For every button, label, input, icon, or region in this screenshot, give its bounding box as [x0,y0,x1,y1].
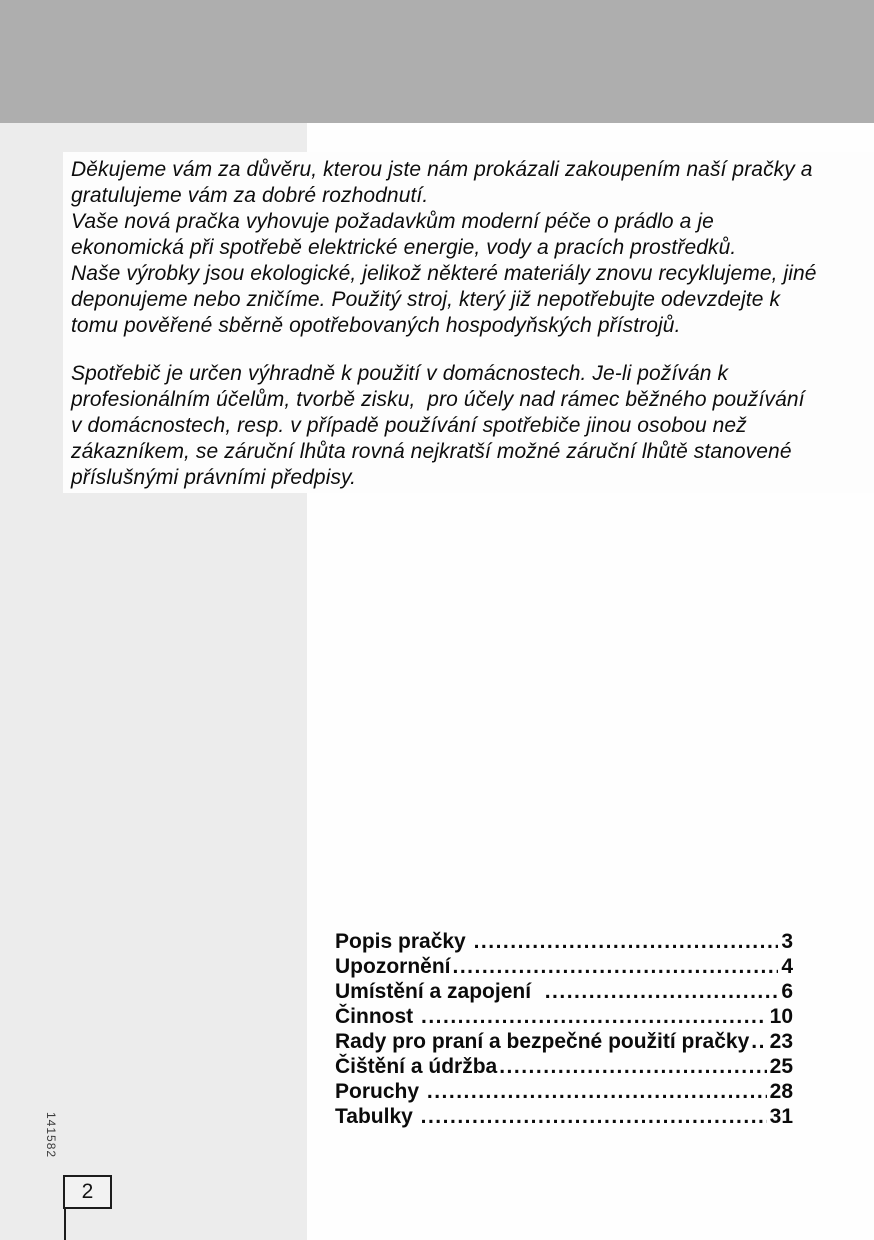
toc-page-number: 10 [769,1005,793,1028]
toc-dot-leader [427,1079,767,1104]
intro-text-panel [63,152,874,493]
toc-page-number: 31 [769,1105,793,1128]
toc-entry-label: Rady pro praní a bezpečné použití pračky [335,1030,750,1053]
text-line: ekonomická při spotřebě elektrické energie, vody a pracích prostředků. [71,236,737,259]
text-line: profesionálním účelům, tvorbě zisku, pro účely nad rámec běžného používání [71,388,805,411]
text-line: v domácnostech, resp. v případě používání spotřebiče jinou osobou než [71,414,747,437]
toc-dot-leader [499,1054,766,1079]
toc-page-number: 25 [769,1055,793,1078]
toc-row [335,929,793,954]
page-number: 2 [81,1180,94,1203]
toc-dot-leader [545,979,779,1004]
table-of-contents [335,929,793,1129]
toc-entry-label: Popis pračky [335,930,472,953]
serial-code-vertical-text: 141582 [44,1112,58,1159]
text-line: příslušnými právními předpisy. [71,466,357,489]
toc-entry-label: Poruchy [335,1080,425,1103]
toc-page-number: 6 [781,980,793,1003]
text-line: tomu pověřené sběrně opotřebovaných hospodyňských přístrojů. [71,314,681,337]
toc-page-number: 23 [769,1030,793,1053]
text-line: Vaše nová pračka vyhovuje požadavkům moderní péče o prádlo a je [71,210,714,233]
toc-row [335,1029,793,1054]
toc-row [335,1104,793,1129]
toc-entry-label: Umístění a zapojení [335,980,543,1003]
toc-row [335,1004,793,1029]
toc-entry-label: Činnost [335,1005,419,1028]
toc-dot-leader [421,1004,767,1029]
toc-row [335,1079,793,1104]
text-line: Spotřebič je určen výhradně k použití v domácnostech. Je-li požíván k [71,362,729,385]
toc-row [335,1054,793,1079]
toc-entry-label: Upozornění [335,955,451,978]
warranty-paragraph [63,361,874,491]
toc-dot-leader [421,1104,767,1129]
toc-entry-label: Tabulky [335,1105,419,1128]
text-line: zákazníkem, se záruční lhůta rovná nejkratší možné záruční lhůtě stanovené [71,440,792,463]
toc-page-number: 28 [769,1080,793,1103]
toc-page-number: 4 [781,955,793,978]
toc-row [335,954,793,979]
text-line: deponujeme nebo zničíme. Použitý stroj, který již nepotřebujte odevzdejte k [71,288,781,311]
text-line: Děkujeme vám za důvěru, kterou jste nám prokázali zakoupením naší pračky a [71,158,813,181]
crop-mark-line [64,1209,66,1240]
toc-entry-label: Čištění a údržba [335,1055,498,1078]
text-line: Naše výrobky jsou ekologické, jelikož některé materiály znovu recyklujeme, jiné [71,262,817,285]
toc-dot-leader [474,929,779,954]
top-gray-band [0,0,874,123]
text-line: gratulujeme vám za dobré rozhodnutí. [71,184,429,207]
toc-dot-leader [453,954,779,979]
toc-row [335,979,793,1004]
toc-page-number: 3 [781,930,793,953]
toc-dot-leader [751,1029,766,1054]
page-number-box [63,1175,112,1209]
intro-paragraph [63,152,874,339]
